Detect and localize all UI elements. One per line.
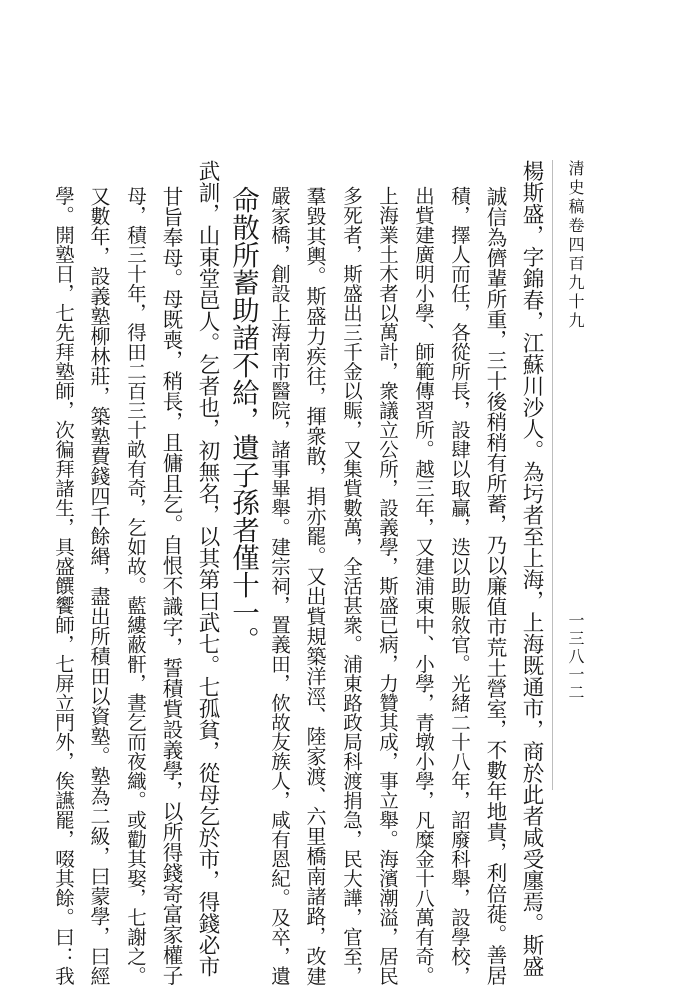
page-number: 一三八一二 <box>566 612 585 702</box>
text-column: 積，擇人而任，各從所長，設肆以取贏，迭以助賑敘官。光緒二十八年，詔廢科舉，設學校， <box>448 186 471 986</box>
text-column: 楊斯盛，字錦春，江蘇川沙人。為圬者至上海，上海既通市，商於此者咸受廛焉。斯盛 <box>519 160 544 977</box>
text-column: 嚴家橋，創設上海南市醫院，諸事畢舉。建宗祠，置義田，佽故友族人，咸有恩紀。及卒，遺 <box>268 186 291 986</box>
text-column: 誠信為儕輩所重，三十後稍稍有所蓄，乃以廉值市荒土營室，不數年地貴，利倍蓰。善居 <box>483 186 507 986</box>
book-title: 清史稿卷四百九十九 <box>566 160 585 331</box>
margin-rule <box>552 160 553 790</box>
text-column: 多死者，斯盛出三千金以賑，又集貲數萬，全活甚衆。浦東路政局科渡捐急，民大譁，官至， <box>340 186 363 986</box>
text-column: 母，積三十年，得田二百三十畝有奇，乞如故。藍縷蔽骭，晝乞而夜織。或勸其娶，七謝之。 <box>124 186 147 986</box>
text-column: 又數年，設義塾柳林莊，築塾費錢四千餘緡，盡出所積田以資塾。塾為二級，曰蒙學，曰經 <box>87 186 111 986</box>
text-column: 羣毀其輿。斯盛力疾往，揮衆散，捐亦罷。又出貲規築洋涇、陸家渡、六里橋南諸路，改建 <box>303 186 327 986</box>
text-column: 命散所蓄助諸不給，遺子孫者僅十一。 <box>227 186 259 654</box>
text-column: 學。開塾日，七先拜塾師，次徧拜諸生，具盛饌饗師，七屏立門外，俟讌罷，啜其餘。曰：我 <box>52 186 75 986</box>
text-column: 武訓，山東堂邑人。乞者也，初無名，以其第曰武七。七孤貧，從母乞於市，得錢必市 <box>195 160 220 977</box>
text-column: 上海業土木者以萬計，衆議立公所，設義學，斯盛已病，力贊其成，事立舉。海濱潮溢，居民 <box>376 186 399 986</box>
text-column: 出貲建廣明小學、師範傳習所。越三年，又建浦東中、小學，青墩小學，凡糜金十八萬有奇。 <box>412 186 435 986</box>
text-column: 甘旨奉母。母既喪，稍長，且傭且乞。自恨不識字，誓積貲設義學，以所得錢寄富家權子 <box>159 186 183 986</box>
